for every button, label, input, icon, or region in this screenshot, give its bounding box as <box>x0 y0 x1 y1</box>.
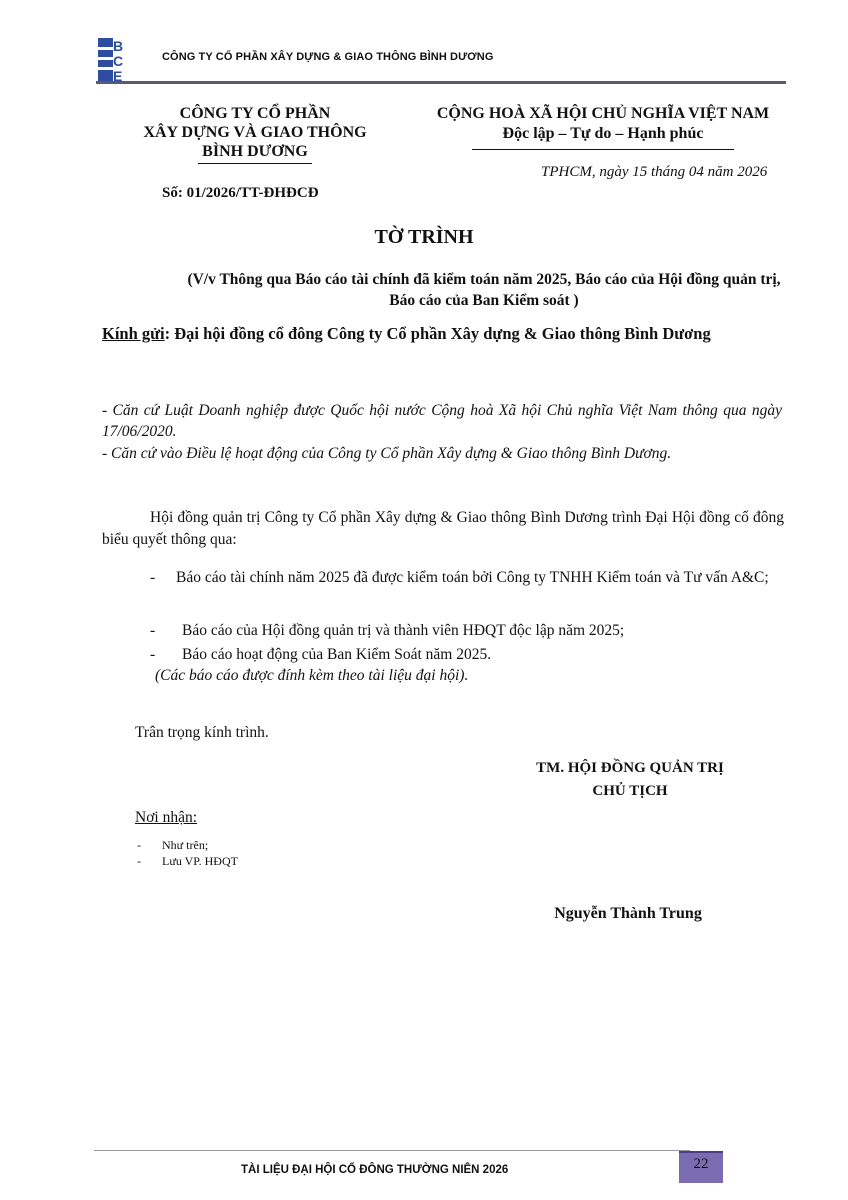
recipient-text: : Đại hội đồng cổ đông Công ty Cổ phần Xây dựng & Giao thông Bình Dương <box>164 324 711 343</box>
national-motto: Độc lập – Tự do – Hạnh phúc <box>502 125 704 142</box>
document-number: Số: 01/2026/TT-ĐHĐCĐ <box>162 185 319 201</box>
signature-role-1: TM. HỘI ĐỒNG QUẢN TRỊ <box>536 760 724 776</box>
motto-underline <box>472 149 734 150</box>
company-logo <box>98 38 144 82</box>
recipients-label: Nơi nhận: <box>135 809 198 826</box>
list-item: - Báo cáo tài chính năm 2025 đã được kiểm toán bởi Công ty TNHH Kiểm toán và Tư vấn A&C; <box>150 569 769 586</box>
logo-letter-b: B <box>113 38 124 54</box>
intro-paragraph: Hội đồng quản trị Công ty Cổ phần Xây dựng & Giao thông Bình Dương trình Đại Hội đồng cổ đông biểu quyết thông qua: <box>102 509 784 548</box>
legal-basis-1: - Căn cứ Luật Doanh nghiệp được Quốc hội nước Cộng hoà Xã hội Chủ nghĩa Việt Nam thông qua ngày 17/06/2020. <box>102 402 782 440</box>
header-rule <box>96 81 786 84</box>
document-subject: (V/v Thông qua Báo cáo tài chính đã kiểm toán năm 2025, Báo cáo của Hội đồng quản trị, Báo cáo của Ban Kiểm soát ) <box>187 271 781 309</box>
list-item: - Báo cáo của Hội đồng quản trị và thành viên HĐQT độc lập năm 2025; <box>150 622 625 639</box>
company-banner: CÔNG TY CỔ PHẦN XÂY DỰNG & GIAO THÔNG BÌNH DƯƠNG <box>162 51 494 63</box>
recipient-item: - Lưu VP. HĐQT <box>137 854 238 868</box>
document-date: TPHCM, ngày 15 tháng 04 năm 2026 <box>541 164 768 180</box>
document-title: TỜ TRÌNH <box>374 226 474 248</box>
logo-letter-c: C <box>113 53 124 69</box>
national-motto-block <box>410 104 796 144</box>
signature-role-2: CHỦ TỊCH <box>592 783 668 799</box>
issuer-line-2: XÂY DỰNG VÀ GIAO THÔNG <box>143 124 367 141</box>
list-item: - Báo cáo hoạt động của Ban Kiểm Soát năm 2025. <box>150 646 492 663</box>
recipient-item: - Như trên; <box>137 838 209 852</box>
signature-role <box>470 757 790 803</box>
issuer-underline <box>198 163 312 164</box>
issuer-block <box>120 104 390 161</box>
footer-rule <box>94 1150 690 1151</box>
logo-letter-e: E <box>113 68 123 82</box>
issuer-line-3: BÌNH DƯƠNG <box>202 143 308 160</box>
issuer-line-1: CÔNG TY CỔ PHẦN <box>179 105 331 122</box>
closing-line: Trân trọng kính trình. <box>135 724 269 741</box>
national-title: CỘNG HOÀ XÃ HỘI CHỦ NGHĨA VIỆT NAM <box>436 105 770 122</box>
footer-text: TÀI LIỆU ĐẠI HỘI CỔ ĐÔNG THƯỜNG NIÊN 2026 <box>241 1164 509 1176</box>
signer-name: Nguyễn Thành Trung <box>554 905 702 922</box>
recipient-label: Kính gửi <box>102 324 165 343</box>
page-number: 22 <box>679 1151 723 1183</box>
recipient-line <box>102 323 782 345</box>
attachment-note: (Các báo cáo được đính kèm theo tài liệu đại hội). <box>155 667 469 684</box>
legal-basis-2: - Căn cứ vào Điều lệ hoạt động của Công ty Cổ phần Xây dựng & Giao thông Bình Dương. <box>102 445 672 462</box>
